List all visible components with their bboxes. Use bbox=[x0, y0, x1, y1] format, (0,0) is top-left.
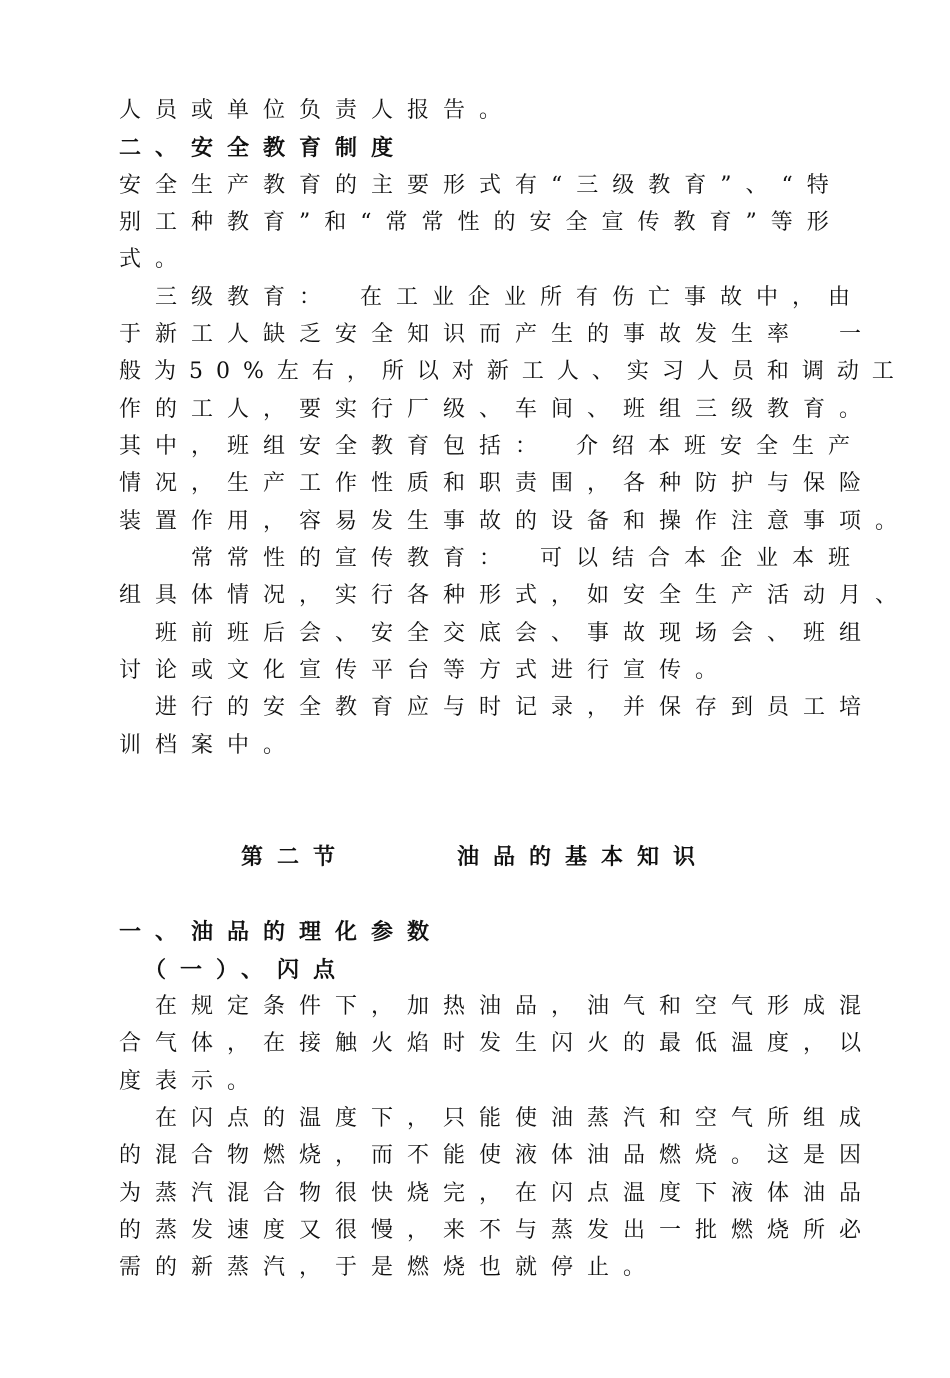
text-line: 的混合物燃烧，而不能使液体油品燃烧。这是因 bbox=[119, 1143, 876, 1168]
text-line: 训档案中。 bbox=[119, 733, 300, 758]
text-line: 讨论或文化宣传平台等方式进行宣传。 bbox=[119, 658, 732, 683]
text-line: 其中，班组安全教育包括： 介绍本班安全生产 bbox=[119, 434, 865, 459]
section-heading: 二、安全教育制度 bbox=[119, 135, 408, 161]
text-line: 常常性的宣传教育： 可以结合本企业本班 bbox=[119, 546, 865, 571]
text-line: 在闪点的温度下，只能使油蒸汽和空气所组成 bbox=[119, 1106, 876, 1131]
text-line: 情况，生产工作性质和职责围，各种防护与保险 bbox=[119, 471, 876, 496]
text-line: 安全生产教育的主要形式有“三级教育”、“特 bbox=[119, 173, 843, 198]
text-line: 需的新蒸汽，于是燃烧也就停止。 bbox=[119, 1255, 660, 1280]
text-line: 于新工人缺乏安全知识而产生的事故发生率 一 bbox=[119, 322, 876, 347]
text-line: 别工种教育”和“常常性的安全宣传教育”等形 bbox=[119, 210, 843, 235]
text-line: 装置作用，容易发生事故的设备和操作注意事项。 bbox=[119, 509, 912, 534]
text-line: 人员或单位负责人报告。 bbox=[119, 98, 516, 123]
text-line: 的蒸发速度又很慢，来不与蒸发出一批燃烧所必 bbox=[119, 1218, 876, 1243]
text-line: 式。 bbox=[119, 247, 192, 272]
text-line: 在规定条件下，加热油品，油气和空气形成混 bbox=[119, 994, 876, 1019]
subsection-heading: （一）、闪点 bbox=[119, 957, 350, 983]
text-line: 三级教育： 在工业企业所有伤亡事故中，由 bbox=[119, 285, 865, 310]
text-line: 班前班后会、安全交底会、事故现场会、班组 bbox=[119, 621, 876, 646]
text-line: 组具体情况，实行各种形式，如安全生产活动月、 bbox=[119, 583, 912, 608]
text-line: 合气体，在接触火焰时发生闪火的最低温度，以 bbox=[119, 1031, 876, 1056]
text-line: 般为50%左右，所以对新工人、实习人员和调动工 bbox=[119, 359, 907, 384]
text-line: 度表示。 bbox=[119, 1069, 264, 1094]
text-line: 进行的安全教育应与时记录，并保存到员工培 bbox=[119, 695, 876, 720]
text-line: 作的工人，要实行厂级、车间、班组三级教育。 bbox=[119, 397, 876, 422]
text-line: 为蒸汽混合物很快烧完，在闪点温度下液体油品 bbox=[119, 1181, 876, 1206]
section-heading: 一、油品的理化参数 bbox=[119, 919, 444, 945]
chapter-section-title: 第二节 油品的基本知识 bbox=[240, 844, 709, 870]
